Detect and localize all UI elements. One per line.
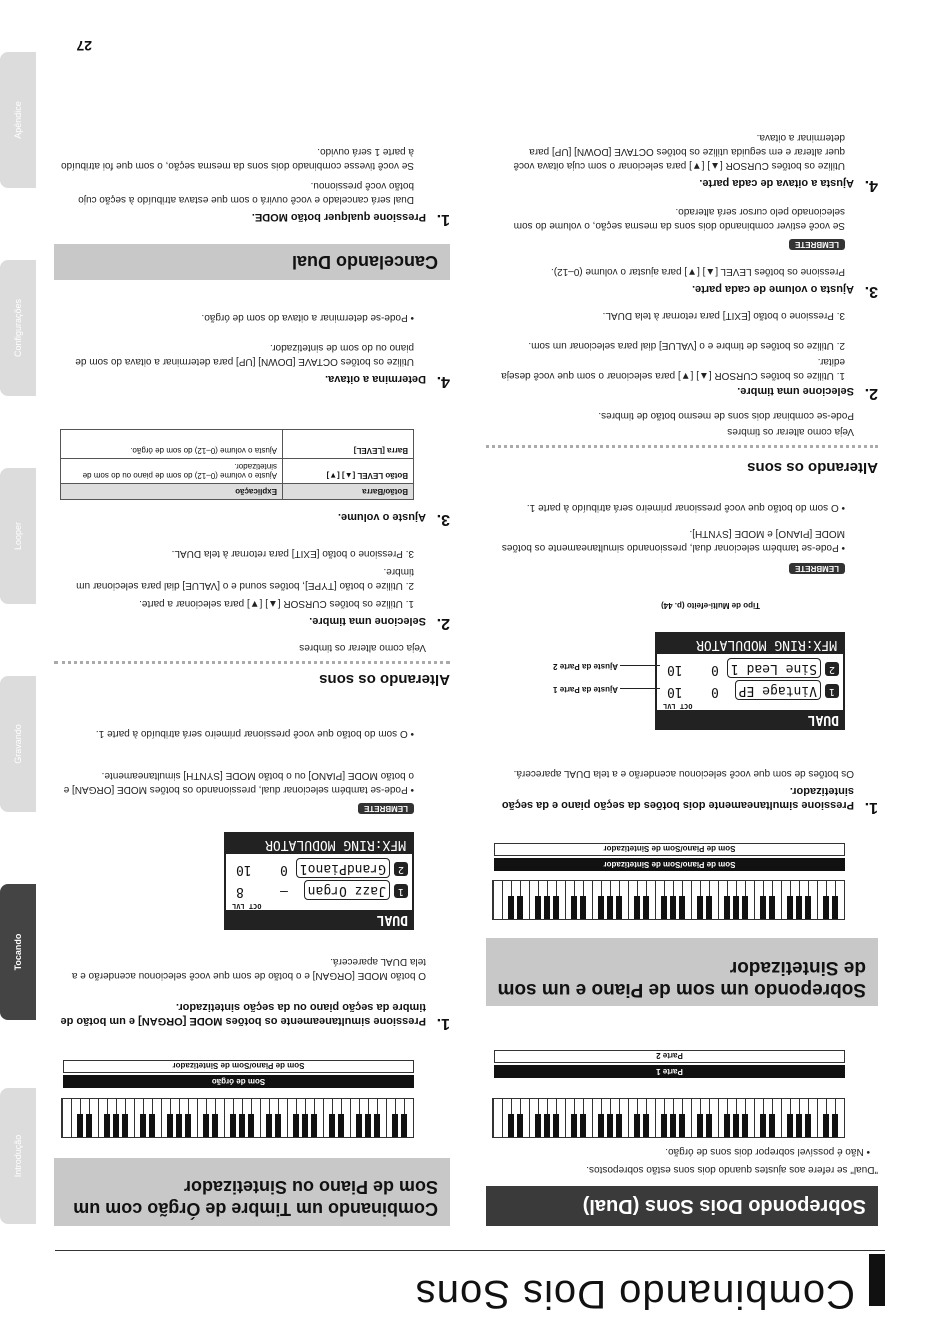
level-table-h1: Botão/Barra (283, 484, 414, 500)
r-lembrete-bullet-2-text: O som do botão que você pressionar primeiro será atribuído à parte 1. (95, 728, 408, 739)
black-key (311, 1114, 317, 1137)
table-row (61, 430, 414, 459)
white-key (493, 881, 502, 919)
lembrete-bullet-1: • Pode-se também selecionar dual, pressionando simultaneamente os botões MODE [PIANO] e MODE [SYNTH]. (501, 528, 845, 553)
keyboard-diagram-1 (492, 1098, 845, 1138)
black-key (329, 1114, 335, 1137)
black-key (661, 896, 667, 919)
white-key (62, 1099, 71, 1137)
black-key (104, 1114, 110, 1137)
black-key (634, 1114, 640, 1137)
black-key (598, 896, 604, 919)
callout-line-2 (620, 665, 660, 666)
black-key (553, 1114, 559, 1137)
r-step-4-number: 4. (436, 373, 450, 390)
callout-mfx: Tipo de Multi-efeito (p. 44) (661, 601, 760, 610)
black-key (742, 1114, 748, 1137)
r-lcd-part2-name: GrandPiano1 (296, 858, 390, 878)
callout-line-1 (620, 688, 660, 689)
r-lcd-title: DUAL (226, 910, 412, 928)
black-key (643, 1114, 649, 1137)
black-key (580, 896, 586, 919)
r-step-4-title: Determina a oitava. (325, 373, 426, 385)
black-key (553, 896, 559, 919)
keyboard-diagram-3 (61, 1098, 414, 1138)
black-key (706, 1114, 712, 1137)
lembrete-bullet-1-text: Pode-se também selecionar dual, pressionando simultaneamente os botões MODE [PIANO] e MODE [SYNTH]. (501, 528, 845, 553)
black-key (275, 1114, 281, 1137)
dotted-rule-left (486, 445, 878, 448)
black-key (185, 1114, 191, 1137)
section-title-cancel: Cancelando Dual (54, 244, 450, 280)
step-2-line1: 1. Utilize os botões CURSOR [▲] [▼] para selecionar o som que você deseja editar. (501, 356, 845, 381)
step-4-title: Ajusta a oitava de cada parte. (699, 177, 854, 189)
black-key (517, 896, 523, 919)
r-lembrete-bullet-1: • Pode-se também selecionar dual, pressionando os botões MODE [ORGAN] e o botão MODE [PIANO] ou o botão MODE [SYNTH] simultaneamente. (63, 770, 414, 795)
black-key (634, 896, 640, 919)
lcd-part2-name: Sine Lead 1 (727, 658, 821, 678)
black-key (544, 1114, 550, 1137)
r-lembrete-badge: LEMBRETE (358, 803, 414, 814)
r-lcd-part1-oct: – (280, 884, 288, 899)
lcd-part1-val: 10 (667, 684, 683, 699)
kbd2-bar-2: Som de Piano/Som de Sintetizador (494, 843, 845, 856)
r-lcd-part1-val: 8 (236, 884, 244, 899)
tab-introducao[interactable]: Introdução (0, 1088, 36, 1224)
lcd-organ-screen (224, 832, 414, 930)
black-key (616, 896, 622, 919)
lcd-header: OCT LVL (663, 702, 693, 710)
callout-part2: Ajuste da Parte 2 (553, 662, 618, 671)
tab-gravando[interactable]: Gravando (0, 676, 36, 812)
black-key (760, 1114, 766, 1137)
black-key (535, 896, 541, 919)
r-lcd-part2-oct: 0 (280, 862, 288, 877)
dual-bullet-text: Não é possível sobrepor dois sons de órgão. (665, 1146, 864, 1157)
black-key (176, 1114, 182, 1137)
r-lcd-mfx: MFX:RING MODULATOR (226, 834, 412, 854)
black-key (733, 896, 739, 919)
lembrete2-text: Se você estiver combinando dois sons da mesma seção, o volume do som selecionado pelo cursor será alterado. (513, 206, 845, 231)
black-key (167, 1114, 173, 1137)
tab-looper[interactable]: Looper (0, 468, 36, 604)
step-2-number: 2. (864, 385, 878, 402)
r-cancel-step-number: 1. (436, 211, 450, 228)
r-lcd-row-part1 (230, 882, 408, 900)
black-key (823, 1114, 829, 1137)
step-2-line2: 2. Utilize os botões de timbre e o [VALUE] dial para selecionar um som. (528, 340, 845, 351)
black-key (356, 1114, 362, 1137)
lcd-part2-val: 10 (667, 662, 683, 677)
table-row (61, 459, 414, 484)
alterando-title-right: Alterando os sons (319, 671, 450, 688)
black-key (302, 1114, 308, 1137)
black-key (508, 1114, 514, 1137)
black-key (616, 1114, 622, 1137)
black-key (679, 1114, 685, 1137)
black-key (149, 1114, 155, 1137)
r-step-4-bullet-text: Pode-se determinar a oitava do som de órgão. (201, 312, 408, 323)
black-key (401, 1114, 407, 1137)
dual-bullet: • Não é possível sobrepor dois sons de órgão. (665, 1146, 870, 1157)
level-table-r1c1: Botão LEVEL [▲] [▼] (283, 459, 414, 484)
r-lcd-part1-name: Jazz Organ (304, 880, 390, 900)
r-step-1-title: Pressione simultaneamente os botões MODE [ORGAN] e um botão de timbre da seção piano ou da seção sintetizador. (60, 1001, 426, 1027)
kbd1-bar-parte2: Parte 2 (494, 1050, 845, 1063)
black-key (787, 1114, 793, 1137)
r-step-2-number: 2. (436, 615, 450, 632)
level-table-h2: Explicação (61, 484, 283, 500)
r-cancel-text2: Se você tivesse combinado dois sons da mesma seção, o som que foi atribuído à parte 1 será ouvido. (61, 146, 414, 171)
callout-part1: Ajuste da Parte 1 (553, 685, 618, 694)
black-key (679, 896, 685, 919)
black-key (392, 1114, 398, 1137)
black-key (760, 896, 766, 919)
r-step-4-text: Utilize os botões OCTAVE [DOWN] [UP] para determinar a oitava do som de piano ou do som de sintetizador. (75, 342, 414, 367)
black-key (724, 1114, 730, 1137)
lcd-mfx: MFX:RING MODULATOR (657, 634, 843, 654)
level-table-r1c2: Ajuste o volume (0–12) do som de piano ou do som de sintetizador. (61, 459, 283, 484)
r-step-1-text: O botão MODE [ORGAN] e o botão de som que você selecionou acenderão e a tela DUAL aparecerá. (71, 956, 426, 981)
black-key (697, 1114, 703, 1137)
title-bar-mark (869, 1254, 885, 1306)
black-key (571, 896, 577, 919)
black-key (122, 1114, 128, 1137)
black-key (535, 1114, 541, 1137)
black-key (113, 1114, 119, 1137)
lcd-dual-screen (655, 632, 845, 730)
black-key (212, 1114, 218, 1137)
black-key (607, 1114, 613, 1137)
page-number: 27 (76, 38, 92, 54)
step-3-title: Ajusta o volume de cada parte. (692, 283, 854, 295)
lembrete-bullet-2: • O som do botão que você pressionar primeiro será atribuído à parte 1. (526, 502, 845, 513)
dual-intro: "Dual" se refere aos ajustes quando dois sons estão sobrepostos. (586, 1164, 878, 1175)
black-key (607, 896, 613, 919)
black-key (796, 896, 802, 919)
kbd3-bar-organ: Som de órgão (63, 1075, 414, 1088)
r-cancel-step-title: Pressione qualquer botão MODE. (251, 211, 426, 223)
section-title-organ: Combinando um Timbre de Órgão com um Som de Piano ou Sintetizador (54, 1158, 450, 1226)
black-key (832, 896, 838, 919)
black-key (374, 1114, 380, 1137)
black-key (365, 1114, 371, 1137)
page-title: Combinando Dois Sons (414, 1272, 855, 1316)
level-table-header (61, 484, 414, 500)
black-key (724, 896, 730, 919)
lcd-row-part1 (661, 682, 839, 700)
black-key (769, 896, 775, 919)
r-lcd-row-part2 (230, 860, 408, 878)
black-key (796, 1114, 802, 1137)
lcd-row-part2 (661, 660, 839, 678)
level-table-r2c1: Barra [LEVEL] (283, 430, 414, 459)
keyboard-diagram-2 (492, 880, 845, 920)
r-step-4-bullet: • Pode-se determinar a oitava do som de órgão. (201, 312, 414, 323)
black-key (230, 1114, 236, 1137)
black-key (670, 1114, 676, 1137)
black-key (248, 1114, 254, 1137)
black-key (805, 1114, 811, 1137)
black-key (140, 1114, 146, 1137)
r-step-3-title: Ajuste o volume. (337, 511, 426, 523)
part-1-index: 1 (825, 684, 839, 698)
alterando-intro2-left: Pode-se combinar dois sons de mesmo botão de timbres. (598, 410, 854, 421)
step-4-text: Utilize os botões CURSOR [▲] [▼] para selecionar o som cuja oitava você quer alterar e em seguida utilize os botões OCTAVE [DOWN] [UP] para determinar a oitava. (513, 132, 845, 171)
black-key (293, 1114, 299, 1137)
r-lembrete-bullet-2: • O som do botão que você pressionar primeiro será atribuído à parte 1. (95, 728, 414, 739)
title-rule (55, 1250, 885, 1251)
step-4-number: 4. (864, 177, 878, 194)
black-key (805, 896, 811, 919)
section-title-dual: Sobrepondo Dois Sons (Dual) (486, 1186, 878, 1226)
black-key (517, 1114, 523, 1137)
lcd-part1-name: Vintage EP (735, 680, 821, 700)
black-key (643, 896, 649, 919)
black-key (203, 1114, 209, 1137)
step-3-text: Pressione os botões LEVEL [▲] [▼] para ajustar o volume (0–12). (550, 266, 845, 277)
black-key (769, 1114, 775, 1137)
kbd3-bar-piano: Som de Piano/Som de Sintetizador (63, 1060, 414, 1073)
black-key (832, 1114, 838, 1137)
step-2-line3: 3. Pressione o botão [EXIT] para retornar à tela DUAL. (602, 310, 845, 321)
step-1-number: 1. (864, 799, 878, 816)
r-step-2-line1: 1. Utilize os botões CURSOR [▲] [▼] para selecionar a parte. (139, 598, 414, 609)
black-key (598, 1114, 604, 1137)
white-key (493, 1099, 502, 1137)
lcd-title: DUAL (657, 710, 843, 728)
r-lcd-part2-val: 10 (236, 862, 252, 877)
black-key (706, 896, 712, 919)
part-2-index: 2 (825, 662, 839, 676)
tab-tocando[interactable]: Tocando (0, 884, 36, 1020)
black-key (787, 896, 793, 919)
black-key (239, 1114, 245, 1137)
black-key (661, 1114, 667, 1137)
r-part-2-index: 2 (394, 862, 408, 876)
r-part-1-index: 1 (394, 884, 408, 898)
black-key (823, 896, 829, 919)
r-step-2-title: Selecione uma timbre. (309, 615, 426, 627)
tab-configuracoes[interactable]: Configurações (0, 260, 36, 396)
r-step-1-number: 1. (436, 1015, 450, 1032)
black-key (544, 896, 550, 919)
step-3-number: 3. (864, 283, 878, 300)
step-1-title: Pressione simultaneamente dois botões da seção piano e da seção sintetizador. (501, 785, 854, 811)
r-step-2-line3: 3. Pressione o botão [EXIT] para retornar à tela DUAL. (171, 548, 414, 559)
kbd1-bar-parte1: Parte 1 (494, 1065, 845, 1078)
black-key (77, 1114, 83, 1137)
r-lcd-header: OCT LVL (232, 902, 262, 910)
alterando-intro-right: Veja como alterar os timbres (299, 642, 426, 653)
black-key (86, 1114, 92, 1137)
subsection-title-piano-synth: Sobrepondo um som de Piano e um som de Sintetizador (486, 938, 878, 1006)
r-step-2-line2: 2. Utilize o botão [TYPE], botões sound e o [VALUE] dial para selecionar um timbre. (76, 566, 414, 591)
kbd2-bar-1: Som de Piano/Som de Sintetizador (494, 858, 845, 871)
black-key (697, 896, 703, 919)
black-key (508, 896, 514, 919)
level-table (60, 429, 414, 500)
black-key (338, 1114, 344, 1137)
level-table-r2c2: Ajusta o volume (0–12) do som de órgão. (61, 430, 283, 459)
black-key (571, 1114, 577, 1137)
dotted-rule-right (54, 661, 450, 664)
r-lembrete-bullet-1-text: Pode-se também selecionar dual, pressionando os botões MODE [ORGAN] e o botão MODE [PIANO] ou o botão MODE [SYNTH] simultaneamente. (63, 770, 414, 795)
black-key (670, 896, 676, 919)
lembrete-badge-1: LEMBRETE (789, 563, 845, 574)
lembrete-badge-2: LEMBRETE (789, 239, 845, 250)
lembrete-bullet-2-text: O som do botão que você pressionar primeiro será atribuído à parte 1. (526, 502, 839, 513)
step-1-text: Os botões de som que você selecionou acenderão e a tela DUAL aparecerá. (513, 768, 854, 779)
step-2-title: Selecione uma timbre. (737, 385, 854, 397)
lcd-part2-oct: 0 (711, 662, 719, 677)
black-key (580, 1114, 586, 1137)
r-cancel-text1: Dual será cancelado e você ouvirá o som que estava atribuído à seção cujo botão você pressionou. (78, 180, 414, 205)
black-key (266, 1114, 272, 1137)
black-key (742, 896, 748, 919)
lcd-part1-oct: 0 (711, 684, 719, 699)
alterando-title-left: Alterando os sons (747, 459, 878, 476)
r-step-3-number: 3. (436, 511, 450, 528)
alterando-intro-left: Veja como alterar os timbres (727, 426, 854, 437)
black-key (733, 1114, 739, 1137)
tab-apendice[interactable]: Apêndice (0, 52, 36, 188)
